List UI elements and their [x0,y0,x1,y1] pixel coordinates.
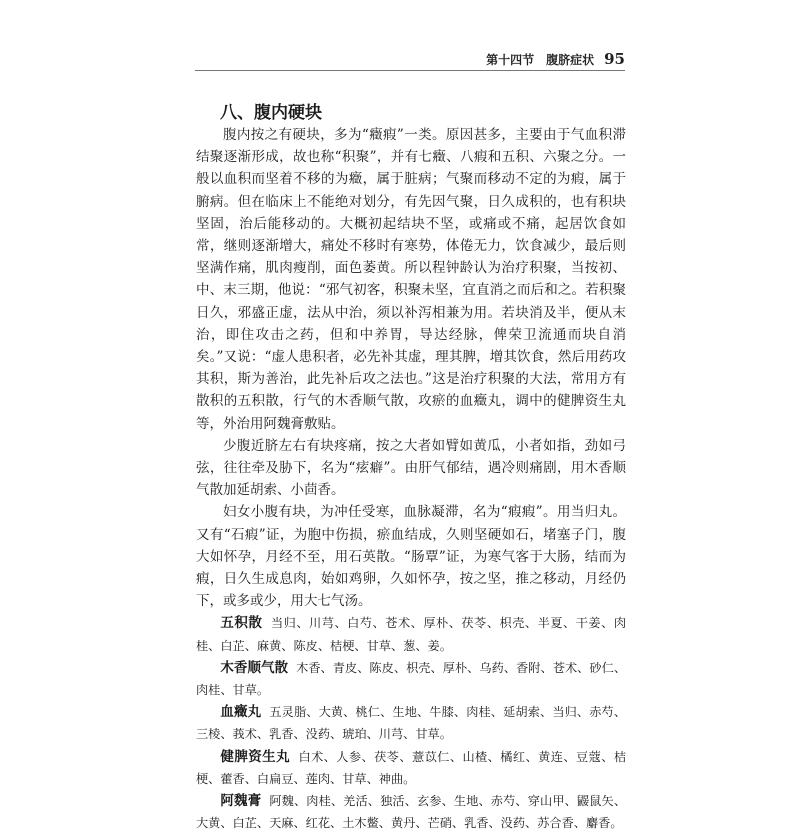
formula-ingredients: 阿魏、肉桂、羌活、独活、玄参、生地、赤芍、穿山甲、鼹鼠矢、大黄、白芷、天麻、红花、土木鳖、黄丹、芒硝、乳香、没药、苏合香、麝香。 [196,794,627,831]
formula-name: 五积散 [220,615,263,632]
header-rule [195,70,625,71]
paragraph-intro: 腹内按之有硬块，多为“癥瘕”一类。原因甚多，主要由于气血积滞结聚逐渐形成，故也称“积聚”，并有七癥、八瘕和五积、六聚之分。一般以血积而坚着不移的为癥，属于脏病；气聚而移动不定的为瘕，属于腑病。但在临床上不能绝对划分，有先因气聚，日久成积的，也有积块坚固，治后能移动的。大概初起结块不坚，或痛或不痛，起居饮食如常，继则逐渐增大，痛处不移时有寒势，体倦无力，饮食减少，最后则坚满作痛，肌肉瘦削，面色萎黄。所以程钟龄认为治疗积聚，当按初、中、末三期，他说：“邪气初客，积聚未坚，宜直消之而后和之。若积聚日久，邪盛正虚，法从中治，须以补泻相兼为用。若块消及半，便从末治，即住攻击之药，但和中养胃，导达经脉，俾荣卫流通而块自消矣。”又说：“虚人患积者，必先补其虚，理其脾，增其饮食，然后用药攻其积，斯为善治，此先补后攻之法也。”这是治疗积聚的大法，常用方有散积的五积散，行气的木香顺气散，攻瘀的血癥丸，调中的健脾资生丸等，外治用阿魏膏敷贴。 [196,127,626,432]
formula-name: 血癥丸 [220,704,262,721]
formula-name: 健脾资生丸 [220,748,291,765]
formula-ingredients: 当归、川芎、白芍、苍术、厚朴、茯苓、枳壳、半夏、干姜、肉桂、白芷、麻黄、陈皮、桔梗、甘草、葱、姜。 [196,616,627,653]
formula-ingredients: 木香、青皮、陈皮、枳壳、厚朴、乌药、香附、苍术、砂仁、肉桂、甘草。 [196,660,627,698]
formula-name: 木香顺气散 [220,659,289,676]
section-label: 腹脐症状 [546,53,595,67]
paragraph-xianpi: 少腹近脐左右有块疼痛，按之大者如臂如黄瓜，小者如指，劲如弓弦，往往牵及胁下，名为“痃癖”。由肝气郁结，遇冷则痛剧，用木香顺气散加延胡索、小茴香。 [196,437,626,499]
formula-ingredients: 白术、人参、茯苓、薏苡仁、山楂、橘红、黄连、豆蔻、桔梗、藿香、白扁豆、莲肉、甘草、神曲。 [196,749,627,786]
formula-name: 阿魏膏 [220,793,262,810]
formula-entry [196,790,626,834]
chapter-label: 第十四节 [486,53,535,67]
body-text [196,124,626,835]
formula-entry [196,746,626,790]
formula-ingredients: 五灵脂、大黄、桃仁、生地、牛膝、肉桂、延胡索、当归、赤芍、三棱、莪术、乳香、没药、琥珀、川芎、甘草。 [196,705,627,742]
paragraph-women: 妇女小腹有块，为冲任受寒，血脉凝滞，名为“瘕瘕”。用当归丸。又有“石瘕”证，为胞中伤损，瘀血结成，久则坚硬如石，堵塞子门，腹大如怀孕，月经不至，用石英散。“肠覃”证，为寒气客于大肠，结而为瘕，日久生成息肉，始如鸡卵，久如怀孕，按之坚，推之移动，月经仍下，或多或少，用大七气汤。 [196,504,626,610]
section-title: 八、腹内硬块 [220,103,322,123]
formula-entry [196,701,626,745]
running-header [195,50,625,68]
formula-entry [196,657,626,701]
formula-entry [196,612,626,656]
page-number: 95 [604,50,625,68]
